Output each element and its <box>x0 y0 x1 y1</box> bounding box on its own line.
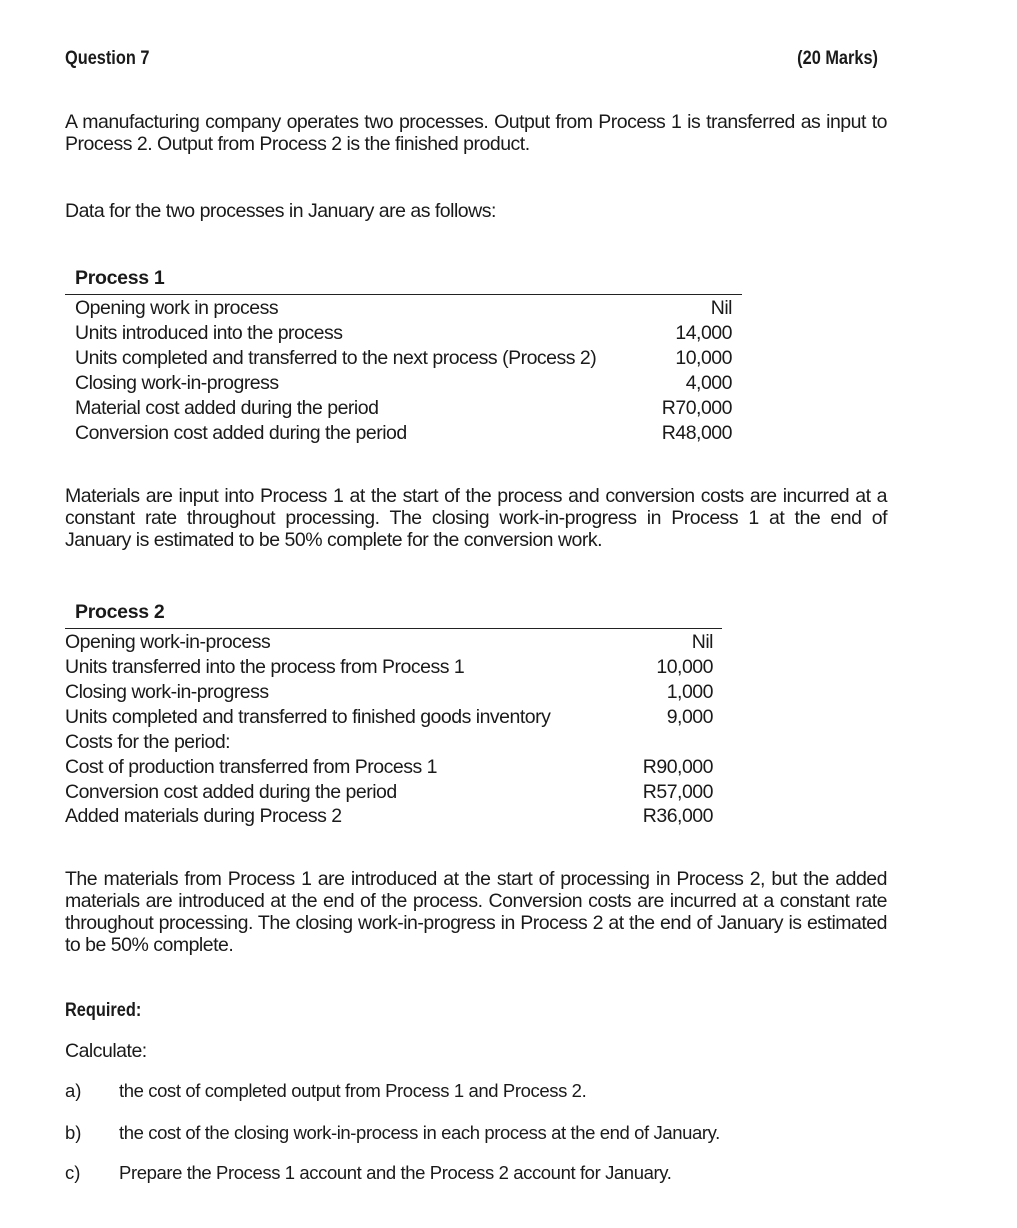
process1-row-label: Conversion cost added during the period <box>75 422 407 444</box>
process2-row <box>65 804 713 829</box>
process1-row <box>75 396 732 421</box>
process1-row-label: Closing work-in-progress <box>75 372 279 394</box>
data-intro-line: Data for the two processes in January are as follows: <box>65 200 496 222</box>
process1-row-value: R48,000 <box>661 422 732 444</box>
process1-row <box>75 371 732 396</box>
process1-row-value: Nil <box>710 297 732 319</box>
process2-row-value: R36,000 <box>642 805 713 827</box>
required-heading: Required: <box>65 1000 142 1021</box>
process2-title: Process 2 <box>75 601 165 623</box>
required-item-letter: a) <box>65 1080 82 1101</box>
process2-note: The materials from Process 1 are introduced at the start of processing in Process 2, but the added materials are introduced at the end of the process. Conversion costs are incurred at a constant rate throughout processing. The closing work-in-progress in Process 2 at the end of January is estimated to be 50% complete. <box>65 868 887 956</box>
process2-row-label: Costs for the period: <box>65 731 231 753</box>
required-item-letter: b) <box>65 1122 82 1143</box>
process2-row-label: Cost of production transferred from Process 1 <box>65 756 438 778</box>
question-marks: (20 Marks) <box>797 48 878 69</box>
process1-row-value: R70,000 <box>661 397 732 419</box>
process1-row <box>75 321 732 346</box>
process2-row-label: Units transferred into the process from Process 1 <box>65 656 465 678</box>
process2-row <box>65 730 713 755</box>
process2-row <box>65 780 713 805</box>
process2-row <box>65 705 713 730</box>
process1-row <box>75 346 732 371</box>
process2-row-value: 1,000 <box>666 681 713 703</box>
process2-row-label: Opening work-in-process <box>65 631 271 653</box>
process1-row <box>75 421 732 446</box>
process2-rule <box>65 628 722 629</box>
process2-row <box>65 630 713 655</box>
required-instruction: Calculate: <box>65 1040 147 1062</box>
process2-row-value: Nil <box>691 631 713 653</box>
process2-row-label: Units completed and transferred to finished goods inventory <box>65 706 551 728</box>
process1-note: Materials are input into Process 1 at the start of the process and conversion costs are incurred at a constant rate throughout processing. The closing work-in-progress in Process 1 at the end of January is estimated to be 50% complete for the conversion work. <box>65 485 887 551</box>
process2-row-label: Closing work-in-progress <box>65 681 269 703</box>
process1-row-value: 10,000 <box>675 347 732 369</box>
process2-row-label: Added materials during Process 2 <box>65 805 342 827</box>
process2-row-value: 10,000 <box>656 656 713 678</box>
process1-title: Process 1 <box>75 267 165 289</box>
intro-paragraph: A manufacturing company operates two processes. Output from Process 1 is transferred as input to Process 2. Output from Process 2 is the finished product. <box>65 111 887 155</box>
process1-row-label: Units completed and transferred to the next process (Process 2) <box>75 347 597 369</box>
process2-row-value: R57,000 <box>642 781 713 803</box>
process1-row-label: Opening work in process <box>75 297 279 319</box>
question-title: Question 7 <box>65 48 150 69</box>
process2-row-value: R90,000 <box>642 756 713 778</box>
process1-row <box>75 296 732 321</box>
process2-row <box>65 655 713 680</box>
required-item-text: the cost of completed output from Process 1 and Process 2. <box>119 1080 587 1101</box>
required-item-text: the cost of the closing work-in-process in each process at the end of January. <box>119 1122 720 1143</box>
process1-row-label: Material cost added during the period <box>75 397 379 419</box>
process2-row-label: Conversion cost added during the period <box>65 781 397 803</box>
process1-row-label: Units introduced into the process <box>75 322 343 344</box>
required-item-letter: c) <box>65 1162 81 1183</box>
required-item-text: Prepare the Process 1 account and the Process 2 account for January. <box>119 1162 672 1183</box>
process2-row <box>65 680 713 705</box>
process1-row-value: 4,000 <box>685 372 732 394</box>
process1-row-value: 14,000 <box>675 322 732 344</box>
process1-rule <box>65 294 742 295</box>
process2-row <box>65 755 713 780</box>
process2-row-value: 9,000 <box>666 706 713 728</box>
